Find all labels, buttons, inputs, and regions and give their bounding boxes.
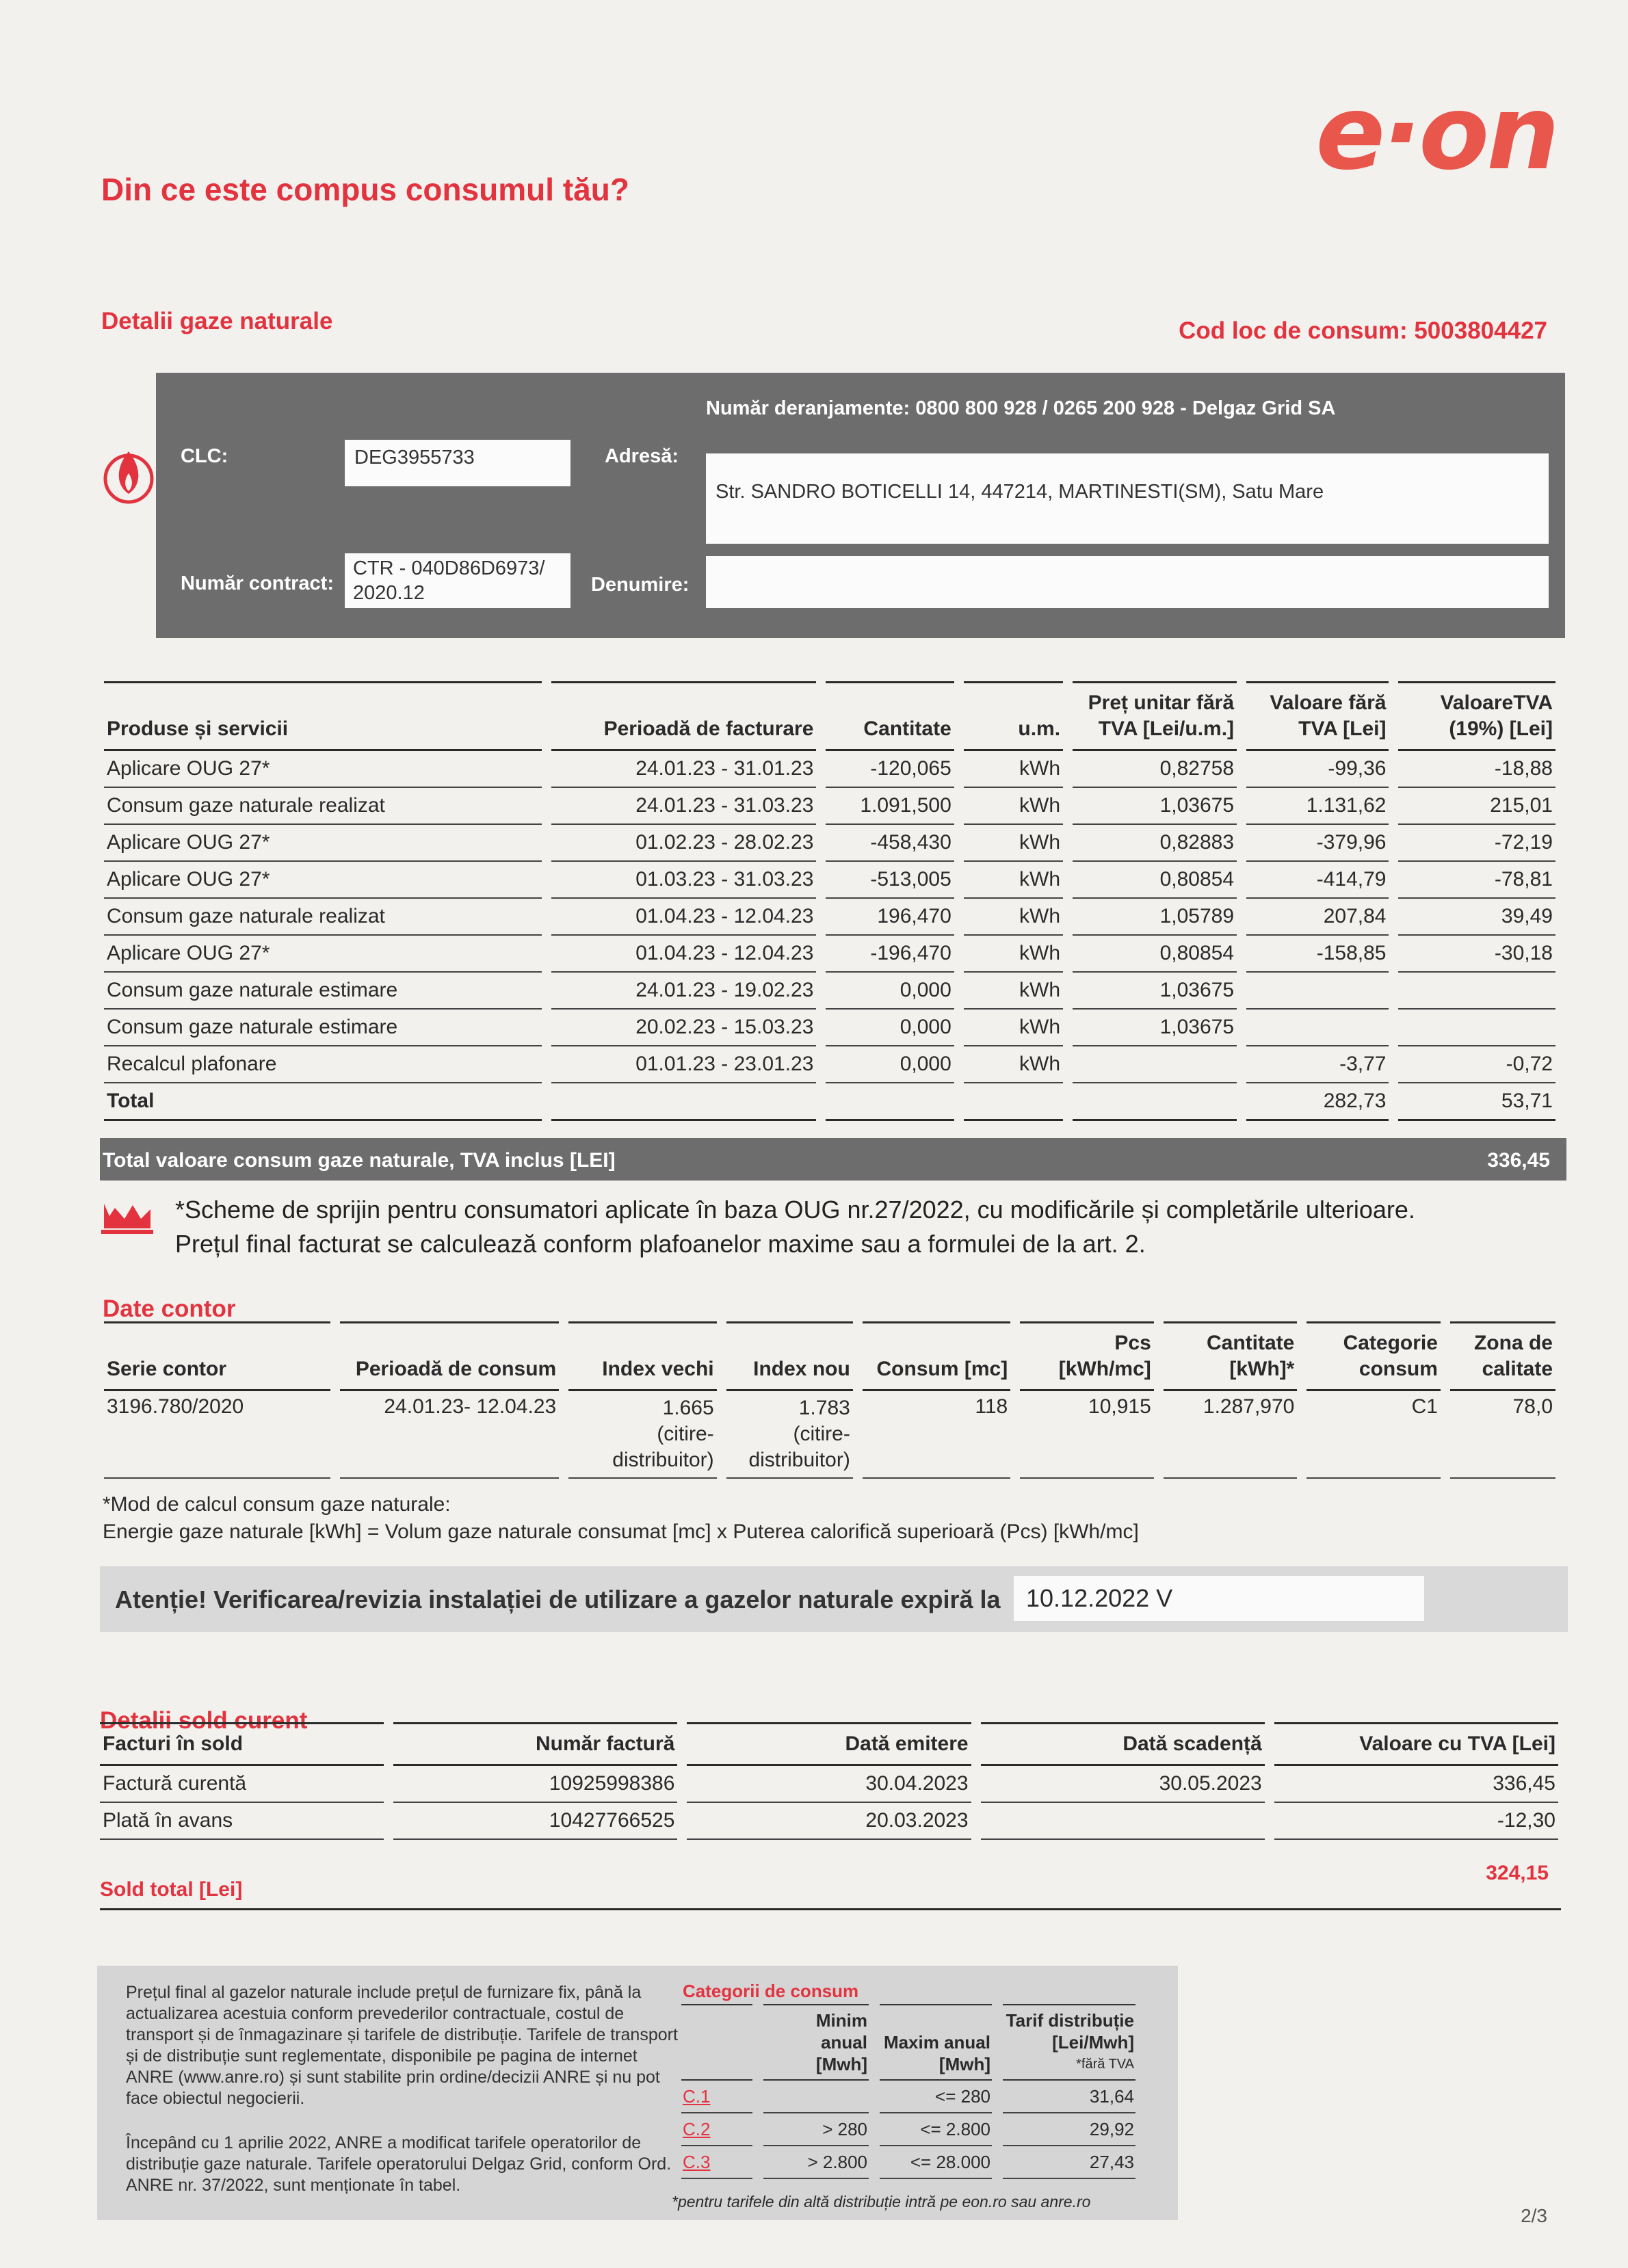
index-vechi-value: 1.665 (662, 1397, 714, 1419)
product-row-cell: Aplicare OUG 27* (104, 751, 542, 788)
categorie-row-cell: > 2.800 (763, 2146, 869, 2179)
tariff-footnote: *pentru tarifele din altă distribuție intră pe eon.ro sau anre.ro (672, 2193, 1091, 2211)
index-nou-note-2: distribuitor) (748, 1449, 850, 1471)
categorie-row-cell (763, 2081, 869, 2113)
product-row-cell: 0,80854 (1073, 862, 1237, 899)
product-row-cell: Consum gaze naturale realizat (104, 899, 542, 936)
product-row (104, 899, 1555, 936)
product-row-cell: 24.01.23 - 19.02.23 (551, 973, 816, 1010)
categorii-table (670, 2004, 1146, 2179)
total-value: 282,73 (1246, 1083, 1389, 1121)
product-row-cell (1246, 973, 1389, 1010)
product-row-cell: 1,03675 (1073, 788, 1237, 825)
product-row-cell: -120,065 (826, 751, 954, 788)
products-header-row (104, 681, 1555, 751)
col-tarif-label: Tarif distribuție [Lei/Mwh] (1006, 2010, 1134, 2053)
product-row-cell: 0,82758 (1073, 751, 1237, 788)
product-row-cell: -78,81 (1398, 862, 1555, 899)
col-consum: Consum [mc] (863, 1321, 1010, 1391)
product-row-cell: kWh (964, 1010, 1063, 1046)
categorie-row (681, 2113, 1135, 2146)
product-row-cell: 01.02.23 - 28.02.23 (551, 825, 816, 862)
product-row-cell: kWh (964, 973, 1063, 1010)
clc-field: DEG3955733 (345, 440, 570, 486)
product-row-cell (1246, 1010, 1389, 1046)
col-pcs: Pcs [kWh/mc] (1020, 1321, 1154, 1391)
col-numar-factura: Număr factură (393, 1722, 677, 1766)
sold-row-cell: -12,30 (1274, 1803, 1558, 1840)
formula-title: *Mod de calcul consum gaze naturale: (103, 1493, 451, 1516)
col-perioada: Perioadă de facturare (551, 681, 816, 751)
col-maxim: Maxim anual [Mwh] (880, 2004, 992, 2081)
col-tarif (1003, 2004, 1135, 2081)
categorie-row (681, 2081, 1135, 2113)
contract-label: Număr contract: (181, 572, 334, 594)
product-row-cell: 20.02.23 - 15.03.23 (551, 1010, 816, 1046)
product-row (104, 862, 1555, 899)
grand-total-label: Total valoare consum gaze naturale, TVA inclus [LEI] (103, 1149, 616, 1172)
categorie-row-cell: 29,92 (1003, 2113, 1135, 2146)
col-tarif-note: *fără TVA (1076, 2057, 1134, 2072)
categorie-row-cell: <= 28.000 (880, 2146, 992, 2179)
col-minim: Minim anual [Mwh] (763, 2004, 869, 2081)
categorie-row-cell: C.2 (681, 2113, 752, 2146)
denumire-field (706, 556, 1549, 608)
product-row-cell: 0,000 (826, 1010, 954, 1046)
attention-date: 10.12.2022 V (1014, 1576, 1424, 1621)
product-row-cell: 215,01 (1398, 788, 1555, 825)
product-row-cell (1398, 1010, 1555, 1046)
total-empty (551, 1083, 816, 1121)
product-row (104, 973, 1555, 1010)
product-row-cell: Aplicare OUG 27* (104, 825, 542, 862)
client-info-box (156, 373, 1565, 638)
total-label: Total (104, 1083, 542, 1121)
index-vechi-note-1: (citire- (657, 1423, 714, 1445)
pcs-value: 10,915 (1020, 1391, 1154, 1479)
product-row-cell: -3,77 (1246, 1046, 1389, 1083)
product-row-cell: 24.01.23 - 31.03.23 (551, 788, 816, 825)
product-row-cell: -513,005 (826, 862, 954, 899)
categorii-header-row (681, 2004, 1135, 2081)
sold-row-cell (981, 1803, 1265, 1840)
product-row-cell: 1.091,500 (826, 788, 954, 825)
product-row-cell: kWh (964, 825, 1063, 862)
contor-table (94, 1321, 1565, 1479)
sold-row-cell: 10925998386 (393, 1766, 677, 1803)
categorie-row (681, 2146, 1135, 2179)
product-row (104, 751, 1555, 788)
sold-row-cell: 30.04.2023 (687, 1766, 971, 1803)
serie-contor: 3196.780/2020 (104, 1391, 330, 1479)
col-um: u.m. (964, 681, 1063, 751)
col-cantitate: Cantitate (826, 681, 954, 751)
product-row-cell: Recalcul plafonare (104, 1046, 542, 1083)
sold-total-label: Sold total [Lei] (100, 1878, 243, 1901)
categorie-consum: C1 (1307, 1391, 1441, 1479)
product-row-cell: 24.01.23 - 31.01.23 (551, 751, 816, 788)
product-row-cell: 0,80854 (1073, 936, 1237, 973)
eon-logo: e·on (1315, 74, 1557, 193)
product-row-cell: Consum gaze naturale estimare (104, 1010, 542, 1046)
product-row-cell: -18,88 (1398, 751, 1555, 788)
oug-note (175, 1193, 1415, 1261)
grand-total-bar (100, 1138, 1566, 1181)
product-row (104, 936, 1555, 973)
section-title-contor: Date contor (103, 1295, 236, 1322)
product-row-cell: -158,85 (1246, 936, 1389, 973)
zona-calitate: 78,0 (1450, 1391, 1555, 1479)
product-row-cell: -458,430 (826, 825, 954, 862)
index-vechi-note-2: distribuitor) (612, 1449, 714, 1471)
perioada-consum: 24.01.23- 12.04.23 (340, 1391, 559, 1479)
product-row-cell: 01.01.23 - 23.01.23 (551, 1046, 816, 1083)
product-row-cell: -414,79 (1246, 862, 1389, 899)
product-row (104, 825, 1555, 862)
product-row-cell (1398, 973, 1555, 1010)
col-data-emitere: Dată emitere (687, 1722, 971, 1766)
contract-line-2: 2020.12 (353, 582, 425, 604)
contor-header-row (104, 1321, 1555, 1391)
sold-row (100, 1766, 1558, 1803)
product-row-cell: 0,000 (826, 1046, 954, 1083)
col-perioada-consum: Perioadă de consum (340, 1321, 559, 1391)
product-row-cell: Consum gaze naturale realizat (104, 788, 542, 825)
section-title-sold: Detalii sold curent (100, 1707, 308, 1734)
product-row-cell: 196,470 (826, 899, 954, 936)
cod-value: 5003804427 (1414, 317, 1547, 344)
oug-note-line-2: Prețul final facturat se calculează conform plafoanelor maxime sau a formulei de la art. 2. (175, 1230, 1146, 1258)
col-zona: Zona de calitate (1450, 1321, 1555, 1391)
attention-bar (100, 1566, 1568, 1632)
categorie-row-cell: 31,64 (1003, 2081, 1135, 2113)
denumire-label: Denumire: (591, 574, 690, 596)
product-row-cell: 01.03.23 - 31.03.23 (551, 862, 816, 899)
product-row-cell: -72,19 (1398, 825, 1555, 862)
grand-total-value: 336,45 (1487, 1149, 1550, 1172)
col-index-nou: Index nou (726, 1321, 853, 1391)
formula-note (103, 1491, 1139, 1546)
index-vechi (568, 1391, 716, 1479)
col-cat (681, 2004, 752, 2081)
product-row-cell: -30,18 (1398, 936, 1555, 973)
col-tva: ValoareTVA (19%) [Lei] (1398, 681, 1555, 751)
adresa-label: Adresă: (605, 445, 679, 467)
formula-text: Energie gaze naturale [kWh] = Volum gaze naturale consumat [mc] x Puterea calorifică superioară (Pcs) [kWh/mc] (103, 1520, 1139, 1543)
col-cantitate-kwh: Cantitate [kWh]* (1164, 1321, 1298, 1391)
product-row-cell: 1,03675 (1073, 973, 1237, 1010)
product-row-cell: 1.131,62 (1246, 788, 1389, 825)
cod-loc-consum (1179, 317, 1547, 345)
product-row-cell: -99,36 (1246, 751, 1389, 788)
products-total-row (104, 1083, 1555, 1121)
products-table (94, 681, 1565, 1121)
adresa-field: Str. SANDRO BOTICELLI 14, 447214, MARTINESTI(SM), Satu Mare (706, 453, 1549, 544)
index-nou-value: 1.783 (798, 1397, 850, 1419)
product-row (104, 1010, 1555, 1046)
col-categorie: Categorie consum (1307, 1321, 1441, 1391)
sold-row-cell: 20.03.2023 (687, 1803, 971, 1840)
index-nou (726, 1391, 853, 1479)
product-row-cell: 01.04.23 - 12.04.23 (551, 936, 816, 973)
product-row-cell: 1,05789 (1073, 899, 1237, 936)
contor-row (104, 1391, 1555, 1479)
col-serie: Serie contor (104, 1321, 330, 1391)
product-row-cell: kWh (964, 1046, 1063, 1083)
tariff-info-box (97, 1966, 1178, 2220)
product-row-cell: 0,000 (826, 973, 954, 1010)
sold-total-value: 324,15 (1486, 1862, 1549, 1884)
col-data-scadenta: Dată scadență (981, 1722, 1265, 1766)
contract-line-1: CTR - 040D86D6973/ (353, 557, 545, 579)
product-row-cell (1073, 1046, 1237, 1083)
page-number: 2/3 (1521, 2205, 1547, 2226)
tariff-paragraph-2: Începând cu 1 aprilie 2022, ANRE a modificat tarifele operatorilor de distribuție gaze naturale. Tarifele operatorului Delgaz Grid, conform Ord. ANRE nr. 37/2022, sunt menționate în tabel. (126, 2133, 672, 2195)
oug-note-line-1: *Scheme de sprijin pentru consumatori aplicate în baza OUG nr.27/2022, cu modificările și completările ulterioare. (175, 1196, 1415, 1224)
total-empty (1073, 1083, 1237, 1121)
product-row-cell: kWh (964, 788, 1063, 825)
product-row-cell: Aplicare OUG 27* (104, 862, 542, 899)
sold-header-row (100, 1722, 1558, 1766)
consum-mc: 118 (863, 1391, 1010, 1479)
product-row (104, 1046, 1555, 1083)
col-valoare-tva: Valoare cu TVA [Lei] (1274, 1722, 1558, 1766)
categorie-row-cell: <= 2.800 (880, 2113, 992, 2146)
categorie-row-cell: C.3 (681, 2146, 752, 2179)
product-row (104, 788, 1555, 825)
product-row-cell: Aplicare OUG 27* (104, 936, 542, 973)
cantitate-kwh: 1.287,970 (1164, 1391, 1298, 1479)
sold-row (100, 1803, 1558, 1840)
sold-row-cell: Factură curentă (100, 1766, 384, 1803)
sold-row-cell: Plată în avans (100, 1803, 384, 1840)
product-row-cell: -196,470 (826, 936, 954, 973)
index-nou-note-1: (citire- (793, 1423, 850, 1445)
deranjamente-phone: Număr deranjamente: 0800 800 928 / 0265 200 928 - Delgaz Grid SA (706, 397, 1336, 419)
contract-field (345, 553, 570, 608)
attention-text: Atenție! Verificarea/revizia instalației de utilizare a gazelor naturale expiră la (115, 1585, 1001, 1613)
product-row-cell: kWh (964, 899, 1063, 936)
total-empty (964, 1083, 1063, 1121)
categorie-row-cell: > 280 (763, 2113, 869, 2146)
col-valoare: Valoare fără TVA [Lei] (1246, 681, 1389, 751)
sold-row-cell: 336,45 (1274, 1766, 1558, 1803)
tariff-paragraph-1: Prețul final al gazelor naturale include prețul de furnizare fix, până la actualizarea acestuia conform prevederilor contractuale, costul de transport și de înmagazinare și tarifele de distribuție. Tarifele de transport și de distribuție sunt reglementate, disponibile pe pagina de internet ANRE (www.anre.ro) și sunt stabilite prin ordine/decizii ANRE și nu pot face obiectul negocierii. (126, 1983, 678, 2108)
product-row-cell: 01.04.23 - 12.04.23 (551, 899, 816, 936)
total-tva: 53,71 (1398, 1083, 1555, 1121)
product-row-cell: -0,72 (1398, 1046, 1555, 1083)
product-row-cell: 39,49 (1398, 899, 1555, 936)
sold-row-cell: 10427766525 (393, 1803, 677, 1840)
product-row-cell: kWh (964, 751, 1063, 788)
page-title: Din ce este compus consumul tău? (101, 172, 629, 207)
clc-label: CLC: (181, 445, 228, 467)
product-row-cell: 207,84 (1246, 899, 1389, 936)
categorie-row-cell: 27,43 (1003, 2146, 1135, 2179)
product-row-cell: -379,96 (1246, 825, 1389, 862)
categorii-title: Categorii de consum (683, 1981, 859, 2001)
flame-icon (101, 438, 156, 506)
categorie-row-cell: C.1 (681, 2081, 752, 2113)
sold-table (90, 1722, 1568, 1840)
col-index-vechi: Index vechi (568, 1321, 716, 1391)
col-produse: Produse și servicii (104, 681, 542, 751)
col-facturi: Facturi în sold (100, 1722, 384, 1766)
crown-icon (101, 1198, 153, 1234)
cod-label: Cod loc de consum: (1179, 317, 1408, 344)
section-title-gas: Detalii gaze naturale (101, 308, 333, 334)
sold-row-cell: 30.05.2023 (981, 1766, 1265, 1803)
sold-total-row (100, 1862, 1561, 1910)
product-row-cell: Consum gaze naturale estimare (104, 973, 542, 1010)
product-row-cell: kWh (964, 862, 1063, 899)
product-row-cell: 0,82883 (1073, 825, 1237, 862)
total-empty (826, 1083, 954, 1121)
categorie-row-cell: <= 280 (880, 2081, 992, 2113)
product-row-cell: 1,03675 (1073, 1010, 1237, 1046)
product-row-cell: kWh (964, 936, 1063, 973)
col-pret: Preț unitar fără TVA [Lei/u.m.] (1073, 681, 1237, 751)
